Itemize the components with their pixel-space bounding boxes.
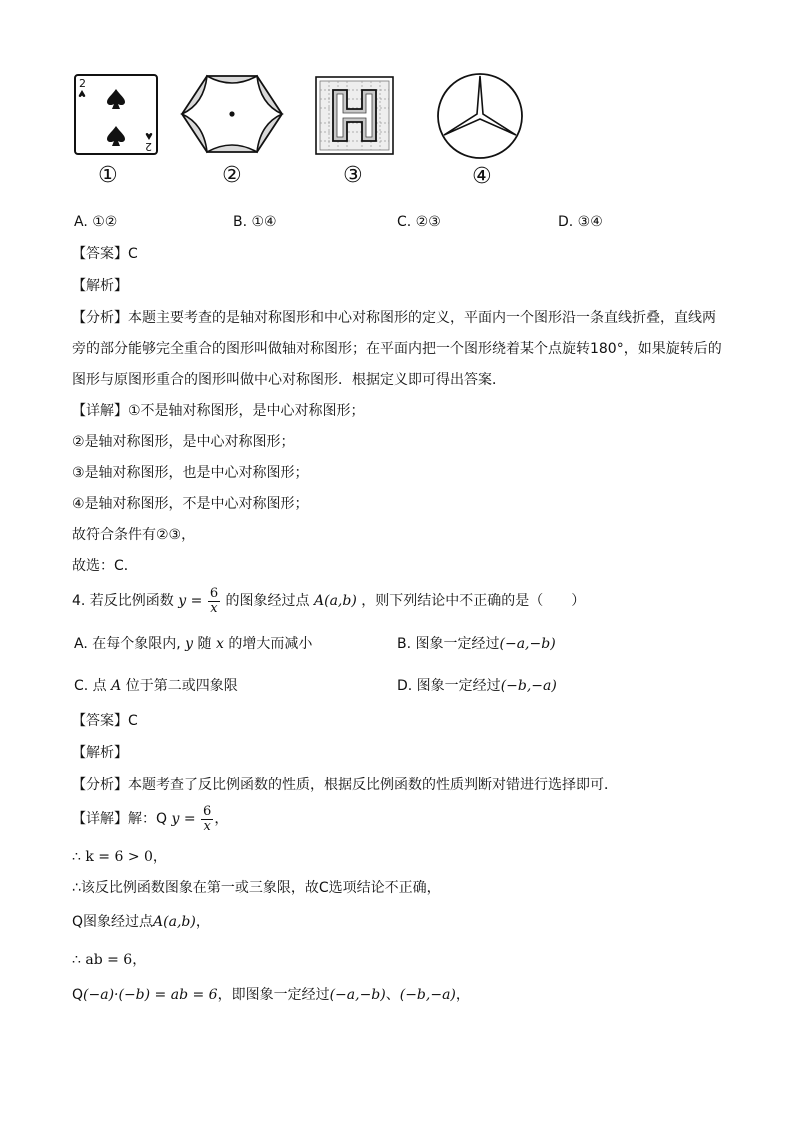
q4-detail-line-5: ∴ ab = 6， — [72, 952, 147, 968]
q3-fenxi-line-3: 图形与原图形重合的图形叫做中心对称图形．根据定义即可得出答案． — [72, 372, 506, 388]
q4-detail-line-4: Q图象经过点A(a,b)， — [72, 914, 210, 930]
q4-fenxi: 【分析】本题考查了反比例函数的性质，根据反比例函数的性质判断对错进行选择即可． — [72, 777, 618, 793]
q3-detail-line-2: ②是轴对称图形，是中心对称图形； — [72, 434, 295, 450]
q4-function-lhs: y = — [178, 593, 203, 609]
q3-fenxi-line-1: 【分析】本题主要考查的是轴对称图形和中心对称图形的定义，平面内一个图形沿一条直线折叠，直线两 — [72, 310, 716, 326]
q3-option-a: A. ①② — [74, 214, 118, 230]
q4-answer: 【答案】C — [72, 713, 138, 729]
card-rank-bottom: 2 — [145, 140, 152, 153]
q4-stem-text-c: ，则下列结论中不正确的是（ ） — [361, 593, 586, 609]
figure-label-4: ④ — [472, 164, 492, 189]
figure-label-1: ① — [98, 163, 118, 188]
q3-option-b: B. ①④ — [233, 214, 277, 230]
q3-detail-line-4: ④是轴对称图形，不是中心对称图形； — [72, 496, 309, 512]
q3-detail-line-6: 故选：C． — [72, 558, 138, 574]
figure-label-2: ② — [222, 163, 242, 188]
q4-detail-line-1: 【详解】解：Q y = $\frac{6}{x}$ ， — [72, 803, 229, 834]
figure-hexagon — [180, 74, 284, 154]
q4-option-a: A. 在每个象限内, y 随 x 的增大而减小 — [74, 636, 313, 652]
q3-analysis-title: 【解析】 — [72, 278, 128, 294]
q3-detail-line-5: 故符合条件有②③， — [72, 527, 196, 543]
q4-analysis-title: 【解析】 — [72, 745, 128, 761]
q4-detail-line-3: ∴该反比例函数图象在第一或三象限，故C选项结论不正确， — [72, 880, 441, 896]
figure-h-grid — [315, 76, 395, 156]
q4-option-b: B. 图象一定经过(−a,−b) — [397, 636, 556, 652]
q4-fraction: $\frac{6}{x}$ — [209, 585, 219, 616]
q4-stem — [72, 583, 585, 619]
q3-option-c: C. ②③ — [397, 214, 441, 230]
q3-fenxi-line-2: 旁的部分能够完全重合的图形叫做轴对称图形；在平面内把一个图形绕着某个点旋转180°，如果旋转后的 — [72, 341, 722, 357]
q3-answer: 【答案】C — [72, 246, 138, 262]
q3-detail-line-1: 【详解】①不是轴对称图形，是中心对称图形； — [72, 403, 365, 419]
figure-circle-star — [435, 72, 525, 162]
figure-label-3: ③ — [343, 163, 363, 188]
q4-detail-line-6: Q(−a)·(−b) = ab = 6，即图象一定经过(−a,−b)、(−b,−a)， — [72, 987, 470, 1003]
q3-detail-line-3: ③是轴对称图形，也是中心对称图形； — [72, 465, 309, 481]
q4-point: A(a,b) — [314, 593, 357, 609]
q3-option-d: D. ③④ — [558, 214, 603, 230]
q4-stem-text-a: 4. 若反比例函数 — [72, 593, 174, 609]
q4-option-c: C. 点 A 位于第二或四象限 — [74, 678, 238, 694]
q4-option-d: D. 图象一定经过(−b,−a) — [397, 678, 557, 694]
q4-stem-text-b: 的图象经过点 — [225, 593, 310, 609]
figure-playing-card — [74, 74, 160, 156]
card-rank-top: 2 — [79, 77, 86, 90]
q4-detail-line-2: ∴ k = 6 > 0， — [72, 849, 167, 865]
